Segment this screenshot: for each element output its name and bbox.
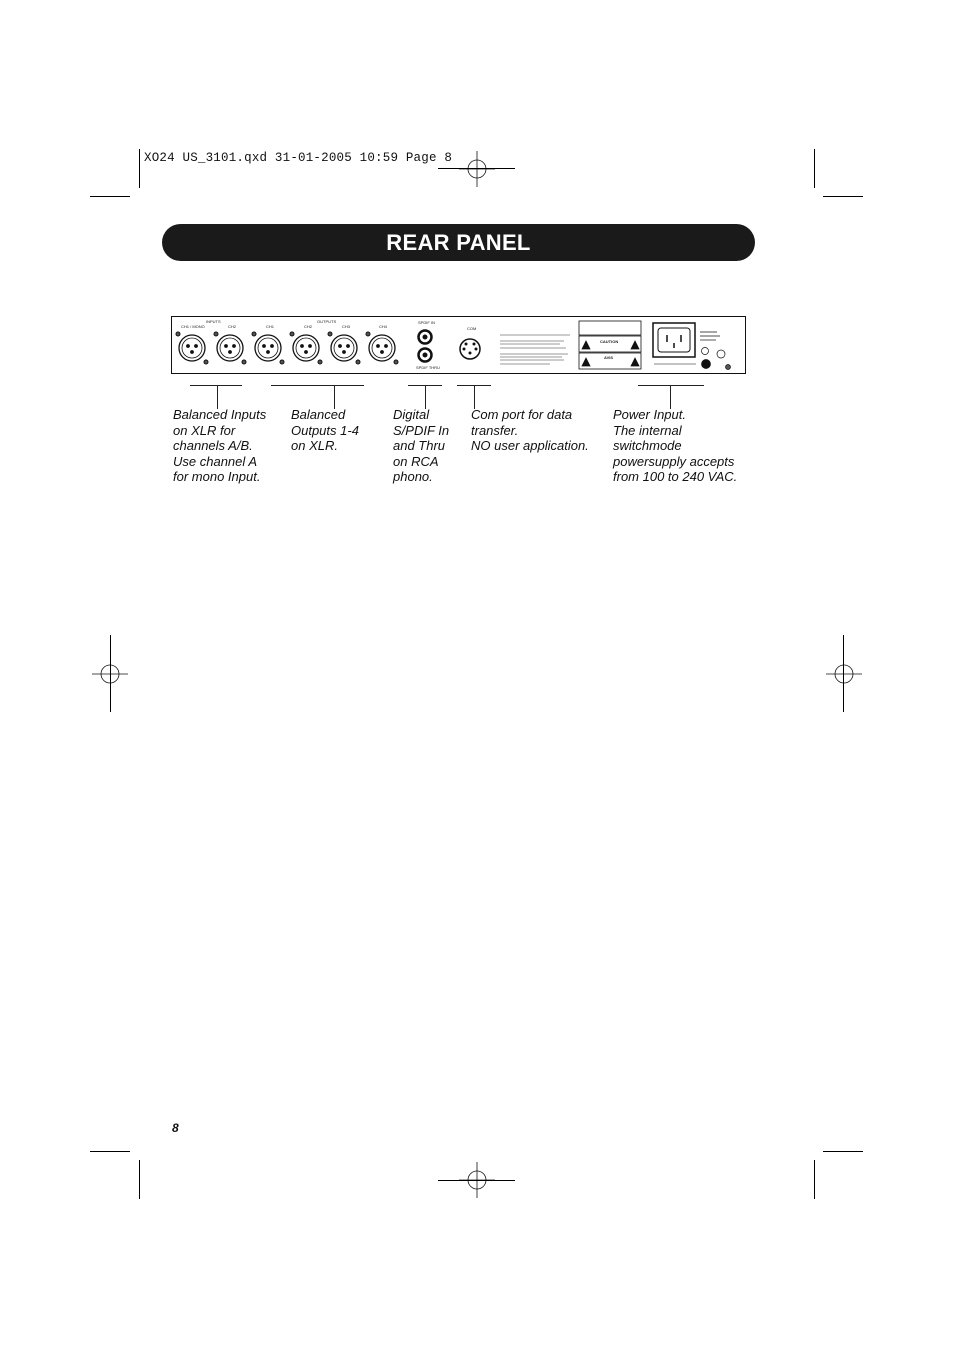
connector-label: CH2 bbox=[304, 324, 313, 329]
callout-leader bbox=[190, 385, 242, 386]
callout-leader bbox=[271, 385, 364, 386]
com-label: COM bbox=[467, 326, 477, 331]
crop-mark bbox=[843, 635, 844, 712]
callout-com-port: Com port for data transfer. NO user application. bbox=[471, 407, 589, 454]
inputs-label: INPUTS bbox=[206, 319, 221, 324]
rear-panel-drawing bbox=[171, 316, 746, 374]
panel-artwork bbox=[172, 317, 745, 373]
connector-label: CH4 bbox=[379, 324, 388, 329]
connector-label: CH1 / MONO bbox=[181, 324, 205, 329]
crop-mark bbox=[438, 1180, 515, 1181]
connector-label: CH2 bbox=[228, 324, 237, 329]
crop-mark bbox=[90, 196, 130, 197]
xlr-input-2 bbox=[214, 332, 246, 364]
callout-balanced-outputs: Balanced Outputs 1-4 on XLR. bbox=[291, 407, 359, 454]
crop-mark bbox=[139, 149, 140, 188]
section-title: REAR PANEL bbox=[386, 229, 531, 255]
xlr-input-1 bbox=[176, 332, 208, 364]
section-banner bbox=[162, 224, 755, 261]
callout-leader bbox=[638, 385, 704, 386]
spdif-in-label: SPDIF IN bbox=[418, 320, 435, 325]
avis-label: AVIS bbox=[604, 355, 614, 360]
callout-leader bbox=[425, 385, 426, 409]
callout-leader bbox=[474, 385, 475, 409]
slug-line: XO24 US_3101.qxd 31-01-2005 10:59 Page 8 bbox=[144, 151, 453, 165]
din-com-port bbox=[460, 339, 480, 359]
caution-label-box bbox=[579, 321, 641, 369]
callout-leader bbox=[334, 385, 335, 409]
caution-label: CAUTION bbox=[600, 339, 619, 344]
iec-power-socket bbox=[653, 323, 696, 364]
page-number: 8 bbox=[172, 1121, 179, 1135]
crop-mark bbox=[823, 1151, 863, 1152]
crop-mark bbox=[814, 149, 815, 188]
crop-mark bbox=[139, 1160, 140, 1199]
xlr-output-2 bbox=[290, 332, 322, 364]
xlr-output-1 bbox=[252, 332, 284, 364]
xlr-output-3 bbox=[328, 332, 360, 364]
callout-leader bbox=[670, 385, 671, 409]
crop-mark bbox=[90, 1151, 130, 1152]
connector-label: CH1 bbox=[266, 324, 275, 329]
callout-leader bbox=[217, 385, 218, 409]
crop-mark bbox=[438, 168, 515, 169]
rca-spdif-in bbox=[419, 331, 432, 344]
spdif-thru-label: SPDIF THRU bbox=[416, 365, 440, 370]
callout-balanced-inputs: Balanced Inputs on XLR for channels A/B. Use channel A for mono Input. bbox=[173, 407, 267, 485]
certification-marks bbox=[700, 332, 731, 370]
outputs-label: OUTPUTS bbox=[317, 319, 337, 324]
connector-label: CH3 bbox=[342, 324, 351, 329]
crop-mark bbox=[110, 635, 111, 712]
registration-mark bbox=[459, 151, 495, 187]
callout-digital-spdif: Digital S/PDIF In and Thru on RCA phono. bbox=[393, 407, 450, 485]
registration-mark bbox=[826, 656, 862, 692]
crop-mark bbox=[823, 196, 863, 197]
rca-spdif-thru bbox=[419, 349, 432, 362]
xlr-output-4 bbox=[366, 332, 398, 364]
warning-text-block bbox=[500, 335, 570, 364]
crop-mark bbox=[814, 1160, 815, 1199]
callout-power-input: Power Input. The internal switchmode powersupply accepts from 100 to 240 VAC. bbox=[613, 407, 738, 485]
